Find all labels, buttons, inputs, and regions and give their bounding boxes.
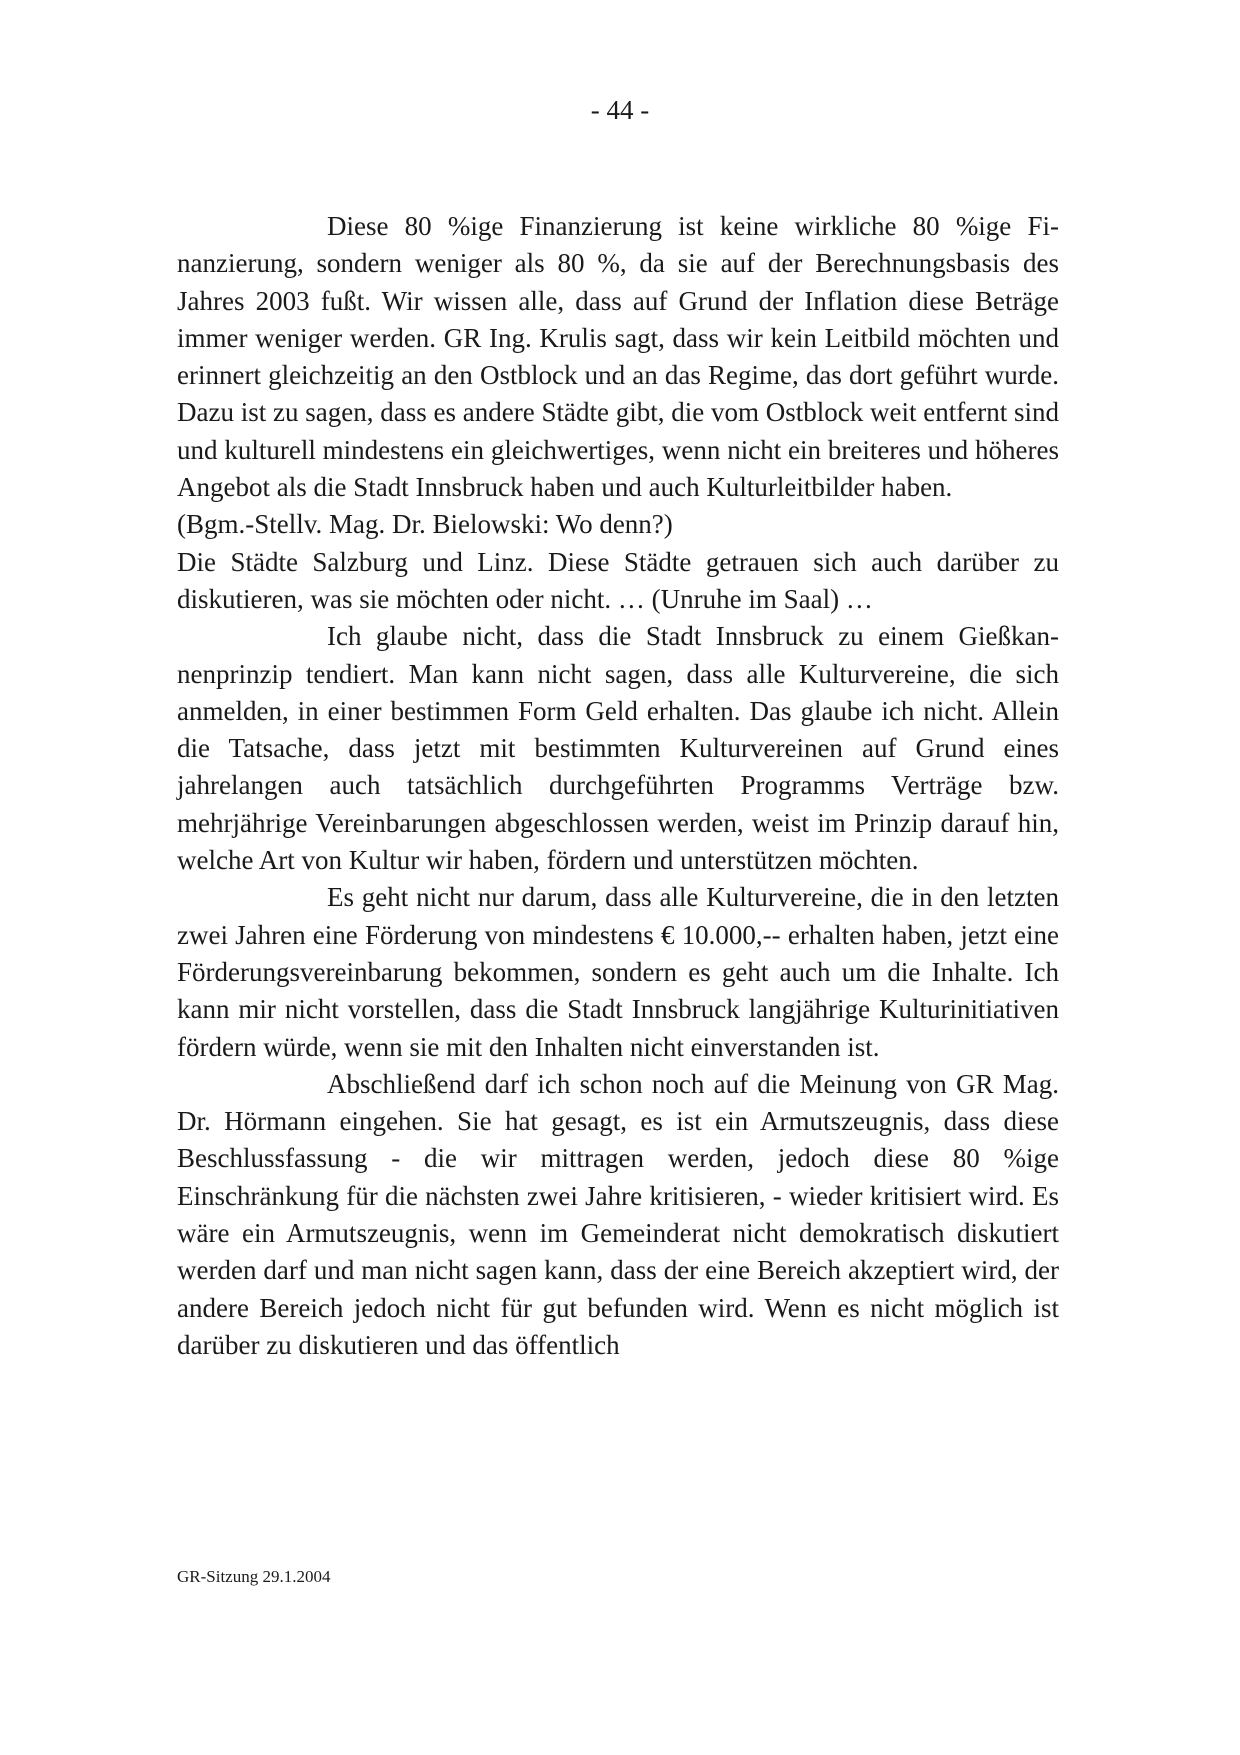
paragraph: Diese 80 %ige Finanzierung ist keine wirkliche 80 %ige Finanzierung, sondern weniger als 80 %, da sie auf der Berechnungsbasis des Jahres 2003 fußt. Wir wissen alle, dass auf Grund der Inflation diese Beträge immer weniger werden. GR Ing. Krulis sagt, dass wir kein Leitbild möchten und erinnert gleichzeitig an den Ostblock und an das Regime, das dort geführt wurde. Dazu ist zu sagen, dass es andere Städte gibt, die vom Ostblock weit entfernt sind und kulturell mindestens ein gleichwertiges, wenn nicht ein breiteres und höheres Angebot als die Stadt Innsbruck haben und auch Kulturleitbilder haben.	[177, 211, 1059, 503]
paragraph: Abschließend darf ich schon noch auf die Meinung von GR Mag. Dr. Hörmann eingehen. Sie hat gesagt, es ist ein Armutszeugnis, dass diese Beschlussfassung - die wir mittragen werden, jedoch diese 80 %ige Einschränkung für die nächsten zwei Jahre kritisieren, - wieder kritisiert wird. Es wäre ein Armutszeugnis, wenn im Gemeinderat nicht demokratisch diskutiert werden darf und man nicht sagen kann, dass der eine Bereich akzeptiert wird, der andere Bereich jedoch nicht für gut befunden wird. Wenn es nicht möglich ist darüber zu diskutieren und das öffentlich	[177, 1068, 1059, 1360]
paragraph: Die Städte Salzburg und Linz. Diese Städte getrauen sich auch darüber zu diskutieren, was sie möchten oder nicht. … (Unruhe im Saal) …	[177, 546, 1059, 614]
paragraph: Es geht nicht nur darum, dass alle Kulturvereine, die in den letzten zwei Jahren eine Förderung von mindestens € 10.000,-- erhalten haben, jetzt eine Förderungsvereinbarung bekommen, sondern es geht auch um die Inhalte. Ich kann mir nicht vorstellen, dass die Stadt Innsbruck langjährige Kulturinitiativen fördern würde, wenn sie mit den Inhalten nicht einverstanden ist.	[177, 882, 1059, 1062]
page-number: - 44 -	[590, 95, 650, 125]
interjection: (Bgm.-Stellv. Mag. Dr. Bielowski: Wo denn?)	[177, 509, 673, 540]
page-footer: GR-Sitzung 29.1.2004	[177, 1567, 331, 1586]
paragraph: Ich glaube nicht, dass die Stadt Innsbruck zu einem Gießkannenprinzip tendiert. Man kann nicht sagen, dass alle Kulturvereine, die sich anmelden, in einer bestimmen Form Geld erhalten. Das glaube ich nicht. Allein die Tatsache, dass jetzt mit bestimmten Kulturvereinen auf Grund eines jahrelangen auch tatsächlich durchgeführten Programms Verträge bzw. mehrjährige Vereinbarungen abgeschlossen werden, weist im Prinzip darauf hin, welche Art von Kultur wir haben, fördern und unterstützen möchten.	[177, 621, 1059, 876]
document-body	[177, 208, 1059, 1364]
